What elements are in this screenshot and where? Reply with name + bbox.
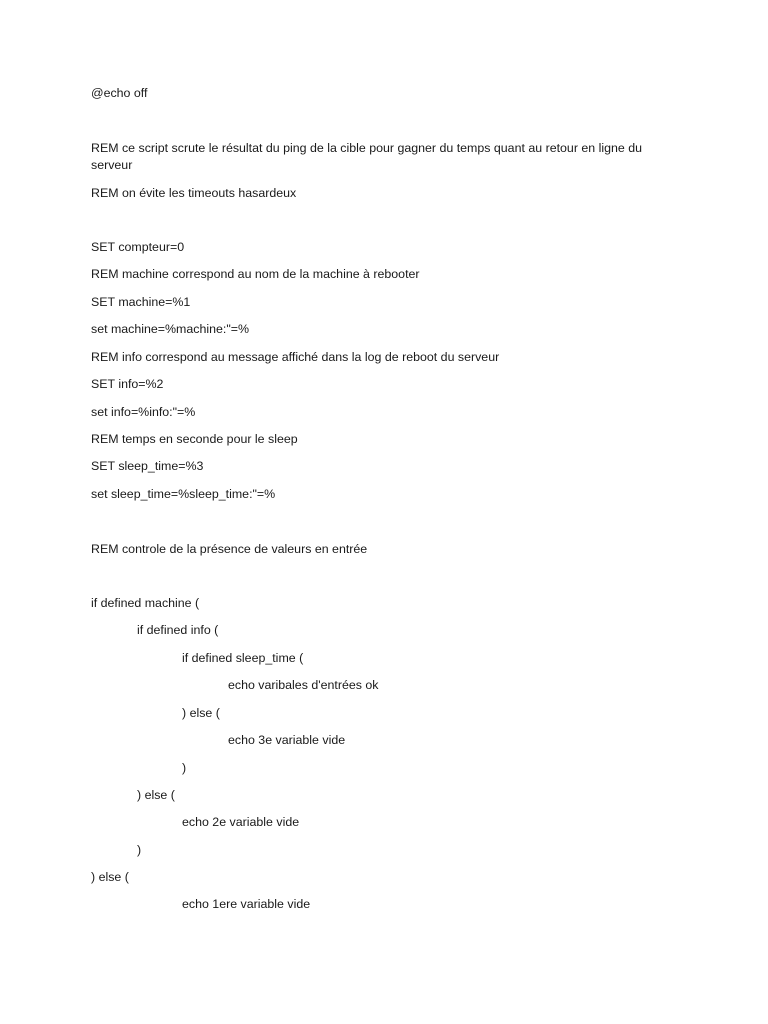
code-line: REM machine correspond au nom de la machine à rebooter <box>91 267 420 281</box>
code-line: SET compteur=0 <box>91 240 185 254</box>
code-line: SET info=%2 <box>91 377 164 391</box>
code-line: echo 3e variable vide <box>228 733 346 747</box>
code-line: ) else ( <box>182 706 220 720</box>
code-line: if defined machine ( <box>91 596 200 610</box>
code-line: ) else ( <box>137 788 175 802</box>
code-line: REM on évite les timeouts hasardeux <box>91 186 297 200</box>
code-line: echo 1ere variable vide <box>182 897 311 911</box>
code-line: echo varibales d'entrées ok <box>228 678 379 692</box>
code-line: set info=%info:"=% <box>91 405 196 419</box>
code-line: SET machine=%1 <box>91 295 191 309</box>
code-line: REM controle de la présence de valeurs en entrée <box>91 542 368 556</box>
code-line: REM ce script scrute le résultat du ping de la cible pour gagner du temps quant au retour en ligne du serveur <box>91 141 643 172</box>
code-line: SET sleep_time=%3 <box>91 459 204 473</box>
code-line: if defined info ( <box>137 623 219 637</box>
code-line: ) else ( <box>91 870 129 884</box>
code-line: set sleep_time=%sleep_time:"=% <box>91 487 276 501</box>
code-line: REM info correspond au message affiché dans la log de reboot du serveur <box>91 350 500 364</box>
code-line: ) <box>137 843 142 857</box>
code-line: @echo off <box>91 86 148 100</box>
code-line: if defined sleep_time ( <box>182 651 304 665</box>
code-line: ) <box>182 761 187 775</box>
code-line: echo 2e variable vide <box>182 815 300 829</box>
code-line: set machine=%machine:"=% <box>91 322 249 336</box>
code-line: REM temps en seconde pour le sleep <box>91 432 298 446</box>
